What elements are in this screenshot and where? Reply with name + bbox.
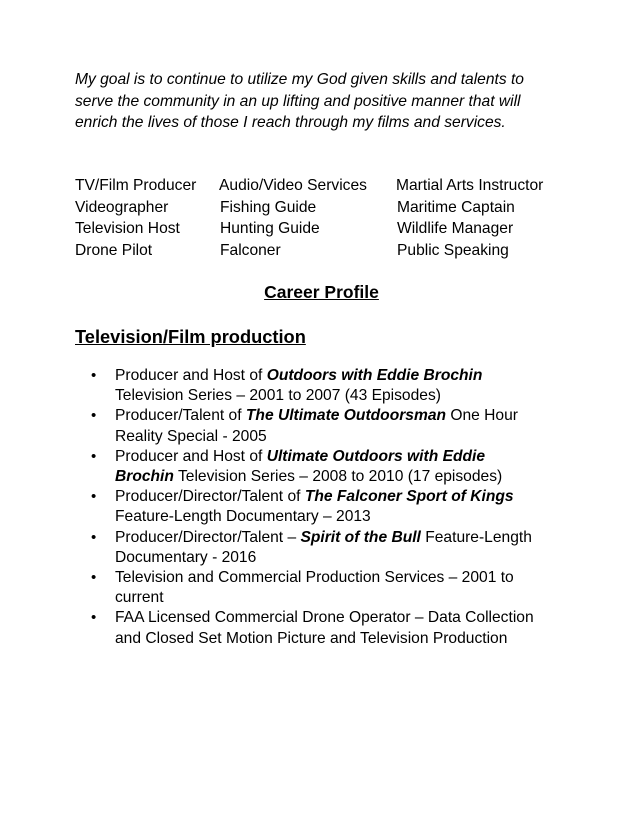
item-text: Producer/Director/Talent – [115, 528, 301, 546]
item-line: current [115, 589, 164, 607]
list-item [90, 487, 580, 527]
list-item [90, 568, 580, 608]
goal-statement [75, 69, 575, 134]
skills-row [75, 240, 575, 262]
item-text: Feature-Length [420, 528, 532, 546]
item-text: One Hour [446, 407, 518, 425]
item-text: Producer/Talent of [115, 407, 246, 425]
skill-item: Fishing Guide [220, 198, 317, 216]
item-line [115, 447, 580, 467]
skill-item: Audio/Video Services [219, 177, 367, 194]
bullet-icon: • [91, 447, 97, 465]
skill-item: TV/Film Producer [75, 177, 197, 194]
item-line [115, 528, 580, 548]
skills-grid [75, 175, 575, 261]
item-line: Reality Special - 2005 [115, 427, 267, 445]
item-line [115, 406, 580, 426]
bullet-icon: • [91, 488, 97, 506]
skill-item: Maritime Captain [397, 198, 515, 216]
show-title: Spirit of the Bull [300, 528, 421, 546]
item-line: Documentary - 2016 [115, 548, 257, 566]
skills-row [75, 175, 575, 197]
show-title: Ultimate Outdoors with Eddie [266, 447, 486, 465]
item-text: Producer/Director/Talent of [115, 488, 305, 506]
item-line: Television and Commercial Production Services – 2001 to [115, 569, 514, 587]
bullet-icon: • [91, 609, 97, 627]
skills-row [75, 197, 575, 219]
show-title: Outdoors with Eddie Brochin [266, 367, 483, 384]
skill-item: Drone Pilot [75, 241, 153, 259]
goal-line: serve the community in an up lifting and positive manner that will [75, 92, 521, 110]
list-item [90, 528, 580, 568]
show-title: The Ultimate Outdoorsman [245, 407, 447, 425]
item-text: Producer and Host of [115, 367, 267, 384]
list-item [90, 447, 580, 487]
show-title: Brochin [115, 468, 174, 486]
list-item [90, 406, 580, 446]
goal-line: My goal is to continue to utilize my God given skills and talents to [75, 71, 524, 88]
skill-item: Hunting Guide [220, 220, 320, 237]
item-line [115, 467, 580, 487]
production-list [90, 366, 580, 649]
item-line: Feature-Length Documentary – 2013 [115, 508, 371, 526]
skill-item: Television Host [75, 220, 180, 237]
item-line [115, 487, 580, 507]
skill-item: Martial Arts Instructor [396, 177, 544, 194]
skill-item: Videographer [75, 198, 169, 216]
item-text: Television Series – 2008 to 2010 (17 episodes) [173, 468, 503, 486]
goal-line: enrich the lives of those I reach through my films and services. [75, 114, 506, 131]
bullet-icon: • [91, 367, 97, 384]
list-item [90, 608, 580, 648]
bullet-icon: • [91, 528, 97, 546]
bullet-icon: • [91, 407, 97, 425]
show-title: The Falconer Sport of Kings [304, 488, 514, 506]
list-item [90, 366, 580, 406]
section-heading: Television/Film production [75, 326, 306, 347]
item-line [115, 366, 580, 386]
bullet-icon: • [91, 569, 97, 587]
skill-item: Public Speaking [397, 241, 509, 259]
item-line: FAA Licensed Commercial Drone Operator – Data Collection [115, 609, 534, 627]
item-line: Television Series – 2001 to 2007 (43 Episodes) [115, 387, 441, 405]
item-line: and Closed Set Motion Picture and Television Production [115, 629, 508, 647]
skill-item: Wildlife Manager [397, 220, 514, 237]
item-text: Producer and Host of [115, 447, 267, 465]
career-profile-heading: Career Profile [264, 282, 379, 302]
skills-row [75, 218, 575, 240]
skill-item: Falconer [220, 241, 281, 259]
